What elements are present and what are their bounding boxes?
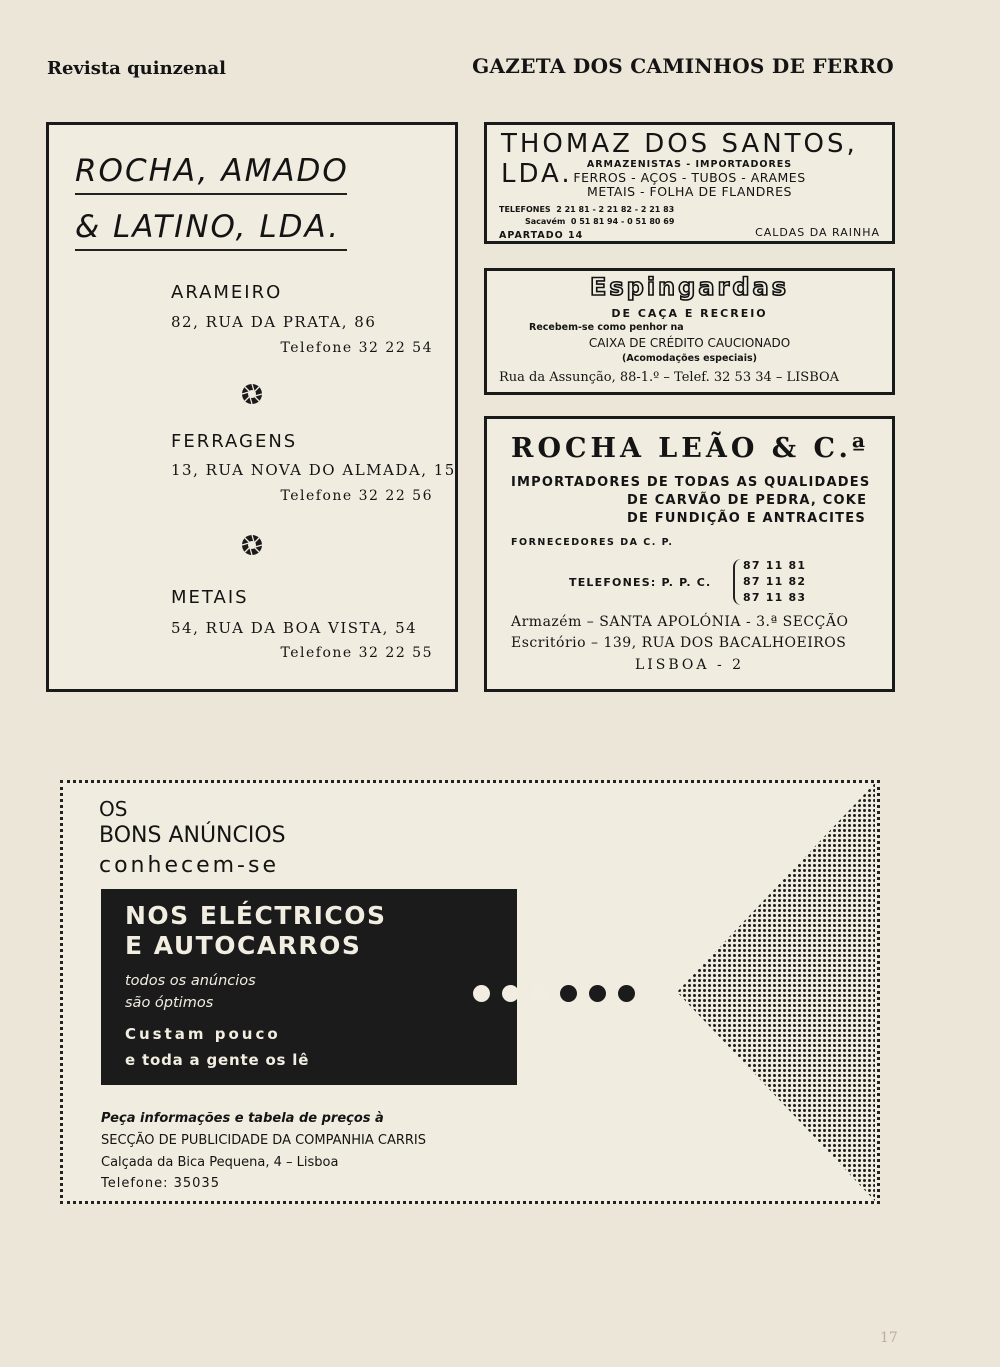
- section-phone: Telefone 32 22 56: [280, 488, 433, 504]
- ad-text: (Acomodações especiais): [622, 353, 757, 364]
- supplier-note: FORNECEDORES DA C. P.: [511, 537, 674, 548]
- dot-ornament: [502, 985, 519, 1002]
- rosette-ornament-icon: [241, 383, 263, 405]
- ad-line: OS: [99, 797, 128, 821]
- phone-number: 87 11 82: [743, 575, 807, 588]
- halftone-triangle: [457, 783, 877, 1201]
- office-address: Escritório – 139, RUA DOS BACALHOEIROS: [511, 635, 847, 651]
- warehouse-address: Armazém – SANTA APOLÓNIA - 3.ª SECÇÃO: [511, 614, 849, 630]
- section-address: 82, RUA DA PRATA, 86: [171, 313, 377, 331]
- phones-value: 2 21 81 - 2 21 82 - 2 21 83: [556, 205, 675, 214]
- sacavem-label: Sacavém: [525, 217, 566, 226]
- section-phone: Telefone 32 22 54: [280, 340, 433, 356]
- phones-brace: [733, 559, 743, 605]
- rosette-ornament-icon: [241, 534, 263, 556]
- info-line: Peça informações e tabela de preços à: [101, 1111, 384, 1126]
- section-title: METAIS: [171, 587, 249, 608]
- ad-rocha-leao: [484, 416, 895, 692]
- ad-text: CAIXA DE CRÉDITO CAUCIONADO: [588, 336, 791, 350]
- ad-text: DE CARVÃO DE PEDRA, COKE: [627, 493, 868, 508]
- ad-subtitle: DE CAÇA E RECREIO: [611, 307, 768, 320]
- section-phone: Telefone 32 22 55: [280, 645, 433, 661]
- business-type: ARMAZENISTAS - IMPORTADORES: [586, 159, 793, 170]
- company-name-line1: ROCHA, AMADO: [75, 153, 349, 189]
- company-name: THOMAZ DOS SANTOS, LDA.: [501, 129, 858, 189]
- phone-number: 87 11 81: [743, 559, 807, 572]
- publication-title: GAZETA DOS CAMINHOS DE FERRO: [472, 54, 894, 78]
- section-title: ARAMEIRO: [171, 282, 283, 303]
- dot-ornament: [589, 985, 606, 1002]
- sacavem-row: [525, 217, 674, 226]
- ad-espingardas: [484, 268, 895, 395]
- ad-address: Rua da Assunção, 88-1.º – Telef. 32 53 34 – LISBOA: [499, 370, 840, 385]
- ad-text: Recebem-se como penhor na: [529, 322, 684, 333]
- section-title: FERRAGENS: [171, 431, 298, 452]
- ad-rocha-amado: [46, 122, 458, 692]
- panel-text: e toda a gente os lê: [125, 1051, 310, 1069]
- ad-thomaz-dos-santos: [484, 122, 895, 244]
- title-underline: [75, 193, 347, 195]
- dot-ornament: [618, 985, 635, 1002]
- ad-text: IMPORTADORES DE TODAS AS QUALIDADES: [511, 475, 871, 490]
- city: CALDAS DA RAINHA: [755, 226, 880, 239]
- apartado: APARTADO 14: [499, 230, 584, 241]
- panel-text: são óptimos: [125, 995, 214, 1011]
- panel-heading: NOS ELÉCTRICOS: [125, 901, 387, 930]
- products-line: METAIS - FOLHA DE FLANDRES: [587, 184, 792, 199]
- ad-text: DE FUNDIÇÃO E ANTRACITES: [627, 511, 866, 526]
- phone-number: 87 11 83: [743, 591, 807, 604]
- company-name: ROCHA LEÃO & C.ª: [511, 433, 870, 464]
- dot-ornament: [560, 985, 577, 1002]
- phones-row: [499, 205, 674, 214]
- title-underline: [75, 249, 347, 251]
- ad-headline: Espingardas: [589, 273, 790, 301]
- ad-line: conhecem-se: [99, 853, 279, 878]
- sacavem-phones: 0 51 81 94 - 0 51 80 69: [570, 217, 675, 226]
- info-line: Calçada da Bica Pequena, 4 – Lisboa: [101, 1155, 339, 1170]
- ad-black-panel: [101, 889, 517, 1085]
- section-address: 13, RUA NOVA DO ALMADA, 15: [171, 461, 456, 479]
- phones-label: TELEFONES: P. P. C.: [569, 576, 712, 589]
- panel-text: todos os anúncios: [125, 973, 256, 989]
- ad-carris: [60, 780, 880, 1204]
- panel-heading: E AUTOCARROS: [125, 931, 362, 960]
- city: LISBOA - 2: [634, 657, 745, 673]
- ad-line: BONS ANÚNCIOS: [99, 823, 286, 848]
- phones-label: TELEFONES: [499, 205, 551, 214]
- publication-frequency: Revista quinzenal: [47, 58, 226, 79]
- products-line: FERROS - AÇOS - TUBOS - ARAMES: [573, 170, 806, 185]
- section-address: 54, RUA DA BOA VISTA, 54: [171, 619, 418, 637]
- dot-ornament: [473, 985, 490, 1002]
- dot-ornament: [531, 985, 548, 1002]
- page-number: 17: [880, 1330, 898, 1346]
- company-name-line2: & LATINO, LDA.: [75, 209, 341, 245]
- info-line: SECÇÃO DE PUBLICIDADE DA COMPANHIA CARRIS: [101, 1133, 427, 1148]
- info-line: Telefone: 35035: [101, 1176, 220, 1191]
- panel-text: Custam pouco: [125, 1025, 281, 1043]
